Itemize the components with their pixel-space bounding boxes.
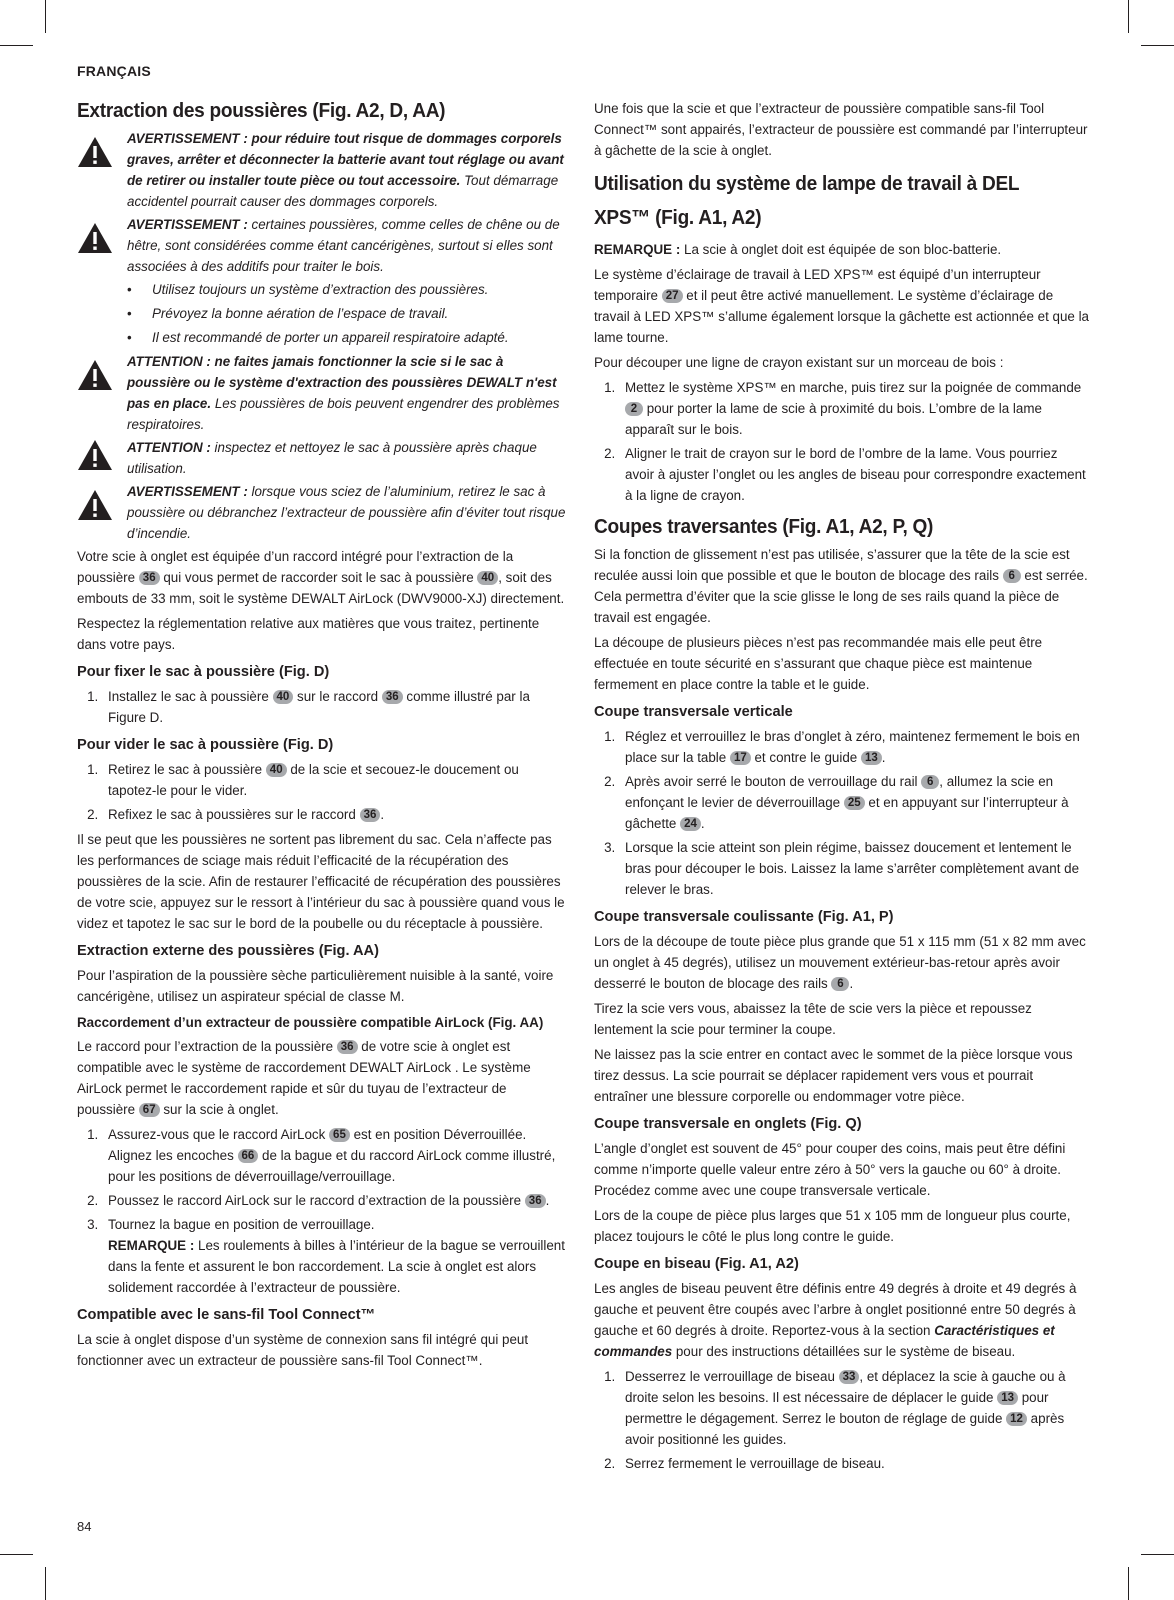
- numbered-list: [594, 1366, 1089, 1474]
- paragraph: La scie à onglet dispose d’un système de connexion sans fil intégré qui peut fonctionner avec un extracteur de poussière sans-fil Tool Connect™.: [77, 1332, 529, 1368]
- paragraph: Lors de la coupe de pièce plus larges que 51 x 105 mm de longueur plus courte, placez toujours le côté le plus long contre le guide.: [594, 1208, 1071, 1244]
- note-label: REMARQUE :: [594, 242, 681, 257]
- crop-mark: [45, 0, 46, 33]
- part-number-badge: 36: [337, 1040, 358, 1054]
- paragraph: Il se peut que les poussières ne sortent pas librement du sac. Cela n’affecte pas les performances de sciage mais réduit l’efficacité de la récupération des poussières de la scie. Afin de restaurer l’efficacité de récupération des poussières de votre scie, appuyez sur le ressort à l’intérieur du sac à poussière quand vous le videz et tapotez le sac sur le bord de la poubelle ou du réceptacle à poussière.: [77, 832, 565, 931]
- crop-mark: [1141, 1554, 1174, 1555]
- warning-text: inspectez et nettoyez le sac à poussière après chaque utilisation.: [127, 440, 537, 476]
- warning-triangle-icon: [77, 489, 113, 521]
- part-number-badge: 27: [662, 289, 683, 303]
- left-column: [77, 98, 567, 1375]
- list-item: 1. Retirez le sac à poussière 40 de la scie et secouez-le doucement ou tapotez-le pour le vider.: [102, 759, 567, 801]
- warning-text: Tout démarrage accidentel pourrait causer des dommages corporels.: [127, 173, 559, 209]
- list-item: 1. Mettez le système XPS™ en marche, puis tirez sur la poignée de commande 2 pour porter la lame de scie à proximité du bois. L’ombre de la lame apparaît sur le bois.: [619, 377, 1089, 440]
- warning-triangle-icon: [77, 136, 113, 168]
- part-number-badge: 2: [625, 402, 643, 416]
- paragraph: Si la fonction de glissement n’est pas utilisée, s’assurer que la tête de la scie est reculée aussi loin que possible et que le bouton de blocage des rails 6 est serrée. Cela permettra d’éviter que la scie glisse le long de ses rails quand la pièce de travail est engagée.: [594, 547, 1088, 625]
- warning-block: [77, 481, 567, 544]
- part-number-badge: 40: [273, 690, 294, 704]
- list-item: • Il est recommandé de porter un appareil respiratoire adapté.: [127, 327, 567, 348]
- part-number-badge: 40: [477, 571, 498, 585]
- warning-bold: ATTENTION : ne faites jamais fonctionner la scie si le sac à poussière ou le système d'extraction des poussières DEWALT n'est pas en place.: [127, 354, 557, 411]
- part-number-badge: 6: [831, 977, 849, 991]
- paragraph: Respectez la réglementation relative aux matières que vous traitez, pertinente dans votre pays.: [77, 616, 540, 652]
- crop-mark: [0, 1554, 33, 1555]
- warning-bold: AVERTISSEMENT :: [127, 484, 248, 499]
- warning-bold: AVERTISSEMENT :: [127, 217, 248, 232]
- section-title-crosscuts: Coupes traversantes (Fig. A1, A2, P, Q): [594, 515, 934, 538]
- crop-mark: [1141, 45, 1174, 46]
- warning-block: [77, 214, 567, 277]
- part-number-badge: 6: [1003, 569, 1021, 583]
- part-number-badge: 40: [266, 763, 287, 777]
- list-item: 1. Réglez et verrouillez le bras d’onglet à zéro, maintenez fermement le bois en place sur la table 17 et contre le guide 13 .: [619, 726, 1089, 768]
- part-number-badge: 66: [238, 1149, 259, 1163]
- list-item: 2. Après avoir serré le bouton de verrouillage du rail 6 , allumez la scie en enfonçant le levier de déverrouillage 25 et en appuyant sur l’interrupteur à gâchette 24 .: [619, 771, 1089, 834]
- part-number-badge: 36: [382, 690, 403, 704]
- paragraph: Pour découper une ligne de crayon existant sur un morceau de bois :: [594, 355, 1004, 370]
- crop-mark: [45, 1567, 46, 1600]
- paragraph: Le système d’éclairage de travail à LED XPS™ est équipé d’un interrupteur temporaire 27 et il peut être activé manuellement. Le système d’éclairage de travail à LED XPS™ s’allume également lorsque la gâchette est actionnée et que la lame tourne.: [594, 267, 1089, 345]
- numbered-list: [594, 377, 1089, 506]
- paragraph: Ne laissez pas la scie entrer en contact avec le sommet de la pièce lorsque vous tirez dessus. La scie pourrait se déplacer rapidement vers vous et pourrait entraîner une blessure corporelle ou endommager votre pièce.: [594, 1047, 1073, 1104]
- subheading-empty-bag: Pour vider le sac à poussière (Fig. D): [77, 737, 334, 753]
- paragraph: La découpe de plusieurs pièces n’est pas recommandée mais elle peut être effectuée en toute sécurité en s’assurant que chaque pièce est maintenue fermement en place contre la table et le guide.: [594, 635, 1043, 692]
- list-item: 3. Tournez la bague en position de verrouillage. REMARQUE : Les roulements à billes à l’intérieur de la bague se verrouillent dans la fente et assurent le bon raccordement. La scie à onglet est alors solidement raccordée à l’extracteur de poussière.: [102, 1214, 567, 1298]
- list-item: 1. Assurez-vous que le raccord AirLock 65 est en position Déverrouillée. Alignez les encoches 66 de la bague et du raccord AirLock comme illustré, pour les positions de déverrouillage/verrouillage.: [102, 1124, 567, 1187]
- section-title-dust-extraction: Extraction des poussières (Fig. A2, D, AA): [77, 99, 446, 122]
- part-number-badge: 36: [525, 1194, 546, 1208]
- list-item: • Utilisez toujours un système d’extraction des poussières.: [127, 279, 567, 300]
- language-label: FRANÇAIS: [77, 63, 151, 79]
- paragraph: Une fois que la scie et que l’extracteur de poussière compatible sans-fil Tool Connect™ sont appairés, l’extracteur de poussière est commandé par l’interrupteur à gâchette de la scie à onglet.: [594, 101, 1088, 158]
- crop-mark: [1128, 0, 1129, 33]
- subheading-attach-bag: Pour fixer le sac à poussière (Fig. D): [77, 664, 330, 680]
- list-item: 3. Lorsque la scie atteint son plein régime, baissez doucement et lentement le bras pour découper le bois. Laissez la lame s’arrêter complètement avant de relever le bras.: [619, 837, 1089, 900]
- part-number-badge: 67: [139, 1103, 160, 1117]
- list-item: 2. Serrez fermement le verrouillage de biseau.: [619, 1453, 1089, 1474]
- crop-mark: [0, 45, 33, 46]
- part-number-badge: 33: [839, 1370, 860, 1384]
- right-column: [594, 98, 1089, 1478]
- part-number-badge: 65: [329, 1128, 350, 1142]
- part-number-badge: 25: [844, 796, 865, 810]
- list-item: 2. Poussez le raccord AirLock sur le raccord d’extraction de la poussière 36 .: [102, 1190, 567, 1211]
- subheading-sliding-crosscut: Coupe transversale coulissante (Fig. A1, P): [594, 909, 894, 925]
- warning-block: [77, 351, 567, 435]
- paragraph: Les angles de biseau peuvent être définis entre 49 degrés à droite et 49 degrés à gauche et peuvent être coupés avec l’arbre à onglet positionné entre 50 degrés à gauche et 60 degrés à droite. Reportez-vous à la section Caractéristiques et commandes pour des instructions détaillées sur le système de biseau.: [594, 1281, 1077, 1359]
- warning-text: certaines poussières, comme celles de chêne ou de hêtre, sont considérées comme étant cancérigènes, surtout si elles sont associées à des additifs pour traiter le bois.: [127, 217, 560, 274]
- list-item: • Prévoyez la bonne aération de l’espace de travail.: [127, 303, 567, 324]
- section-reference: Caractéristiques et commandes: [594, 1323, 1055, 1359]
- warning-block: [77, 437, 567, 479]
- part-number-badge: 24: [680, 817, 701, 831]
- numbered-list: [77, 759, 567, 825]
- paragraph: Votre scie à onglet est équipée d’un raccord intégré pour l’extraction de la poussière 36 qui vous permet de raccorder soit le sac à poussière 40 , soit des embouts de 33 mm, soit le système DEWALT AirLock (DWV9000-XJ) directement.: [77, 549, 565, 606]
- part-number-badge: 13: [861, 751, 882, 765]
- numbered-list: [594, 726, 1089, 900]
- subheading-airlock: Raccordement d’un extracteur de poussière compatible AirLock (Fig. AA): [77, 1015, 544, 1030]
- subheading-vertical-crosscut: Coupe transversale verticale: [594, 704, 793, 720]
- warning-triangle-icon: [77, 222, 113, 254]
- warning-triangle-icon: [77, 439, 113, 471]
- subheading-tool-connect: Compatible avec le sans-fil Tool Connect™: [77, 1307, 376, 1323]
- crop-mark: [1128, 1567, 1129, 1600]
- list-item: 1. Installez le sac à poussière 40 sur le raccord 36 comme illustré par la Figure D.: [102, 686, 567, 728]
- list-item: 2. Refixez le sac à poussières sur le raccord 36 .: [102, 804, 567, 825]
- paragraph: Tirez la scie vers vous, abaissez la tête de scie vers la pièce et repoussez lentement la scie pour terminer la coupe.: [594, 1001, 1032, 1037]
- paragraph: Pour l’aspiration de la poussière sèche particulièrement nuisible à la santé, voire cancérigène, utilisez un aspirateur spécial de classe M.: [77, 968, 554, 1004]
- warning-triangle-icon: [77, 359, 113, 391]
- paragraph: REMARQUE : La scie à onglet doit est équipée de son bloc-batterie.: [594, 242, 1002, 257]
- list-item: 1. Desserrez le verrouillage de biseau 33 , et déplacez la scie à gauche ou à droite selon les besoins. Il est nécessaire de déplacer le guide 13 pour permettre le dégagement. Serrez le bouton de réglage de guide 12 après avoir positionné les guides.: [619, 1366, 1089, 1450]
- subheading-bevel-cut: Coupe en biseau (Fig. A1, A2): [594, 1256, 799, 1272]
- paragraph: Lors de la découpe de toute pièce plus grande que 51 x 115 mm (51 x 82 mm avec un onglet à 45 degrés), utilisez un mouvement extérieur-bas-retour après avoir desserré le bouton de blocage des rails 6 .: [594, 934, 1086, 991]
- part-number-badge: 12: [1006, 1412, 1027, 1426]
- part-number-badge: 36: [360, 808, 381, 822]
- paragraph: L’angle d’onglet est souvent de 45° pour couper des coins, mais peut être défini comme n’importe quelle valeur entre zéro à 50° vers la gauche ou 60° à droite. Procédez comme avec une coupe transversale verticale.: [594, 1141, 1066, 1198]
- numbered-list: [77, 686, 567, 728]
- note-label: REMARQUE :: [108, 1238, 195, 1253]
- part-number-badge: 6: [921, 775, 939, 789]
- warning-block: [77, 128, 567, 212]
- paragraph: Le raccord pour l’extraction de la poussière 36 de votre scie à onglet est compatible avec le système de raccordement DEWALT AirLock . Le système AirLock permet le raccordement rapide et sûr du tuyau de l’extracteur de poussière 67 sur la scie à onglet.: [77, 1039, 531, 1117]
- subheading-external-extraction: Extraction externe des poussières (Fig. AA): [77, 943, 379, 959]
- bullet-list: [77, 279, 567, 348]
- warning-bold: AVERTISSEMENT : pour réduire tout risque de dommages corporels graves, arrêter et déconnecter la batterie avant tout réglage ou avant de retirer ou installer toute pièce ou tout accessoire.: [127, 131, 564, 188]
- part-number-badge: 13: [997, 1391, 1018, 1405]
- subheading-miter-crosscut: Coupe transversale en onglets (Fig. Q): [594, 1116, 862, 1132]
- warning-text: Les poussières de bois peuvent engendrer des problèmes respiratoires.: [127, 396, 560, 432]
- warning-text: lorsque vous sciez de l’aluminium, retirez le sac à poussière ou débranchez l’extracteur de poussière afin d’éviter tout risque d’incendie.: [127, 484, 566, 541]
- list-item: 2. Aligner le trait de crayon sur le bord de l’ombre de la lame. Vous pourriez avoir à ajuster l’onglet ou les angles de biseau pour correspondre exactement à la ligne de crayon.: [619, 443, 1089, 506]
- warning-bold: ATTENTION :: [127, 440, 211, 455]
- page-number: 84: [77, 1519, 92, 1534]
- numbered-list: [77, 1124, 567, 1298]
- part-number-badge: 36: [139, 571, 160, 585]
- section-title-led: Utilisation du système de lampe de travail à DEL XPS™ (Fig. A1, A2): [594, 172, 1019, 229]
- part-number-badge: 17: [730, 751, 751, 765]
